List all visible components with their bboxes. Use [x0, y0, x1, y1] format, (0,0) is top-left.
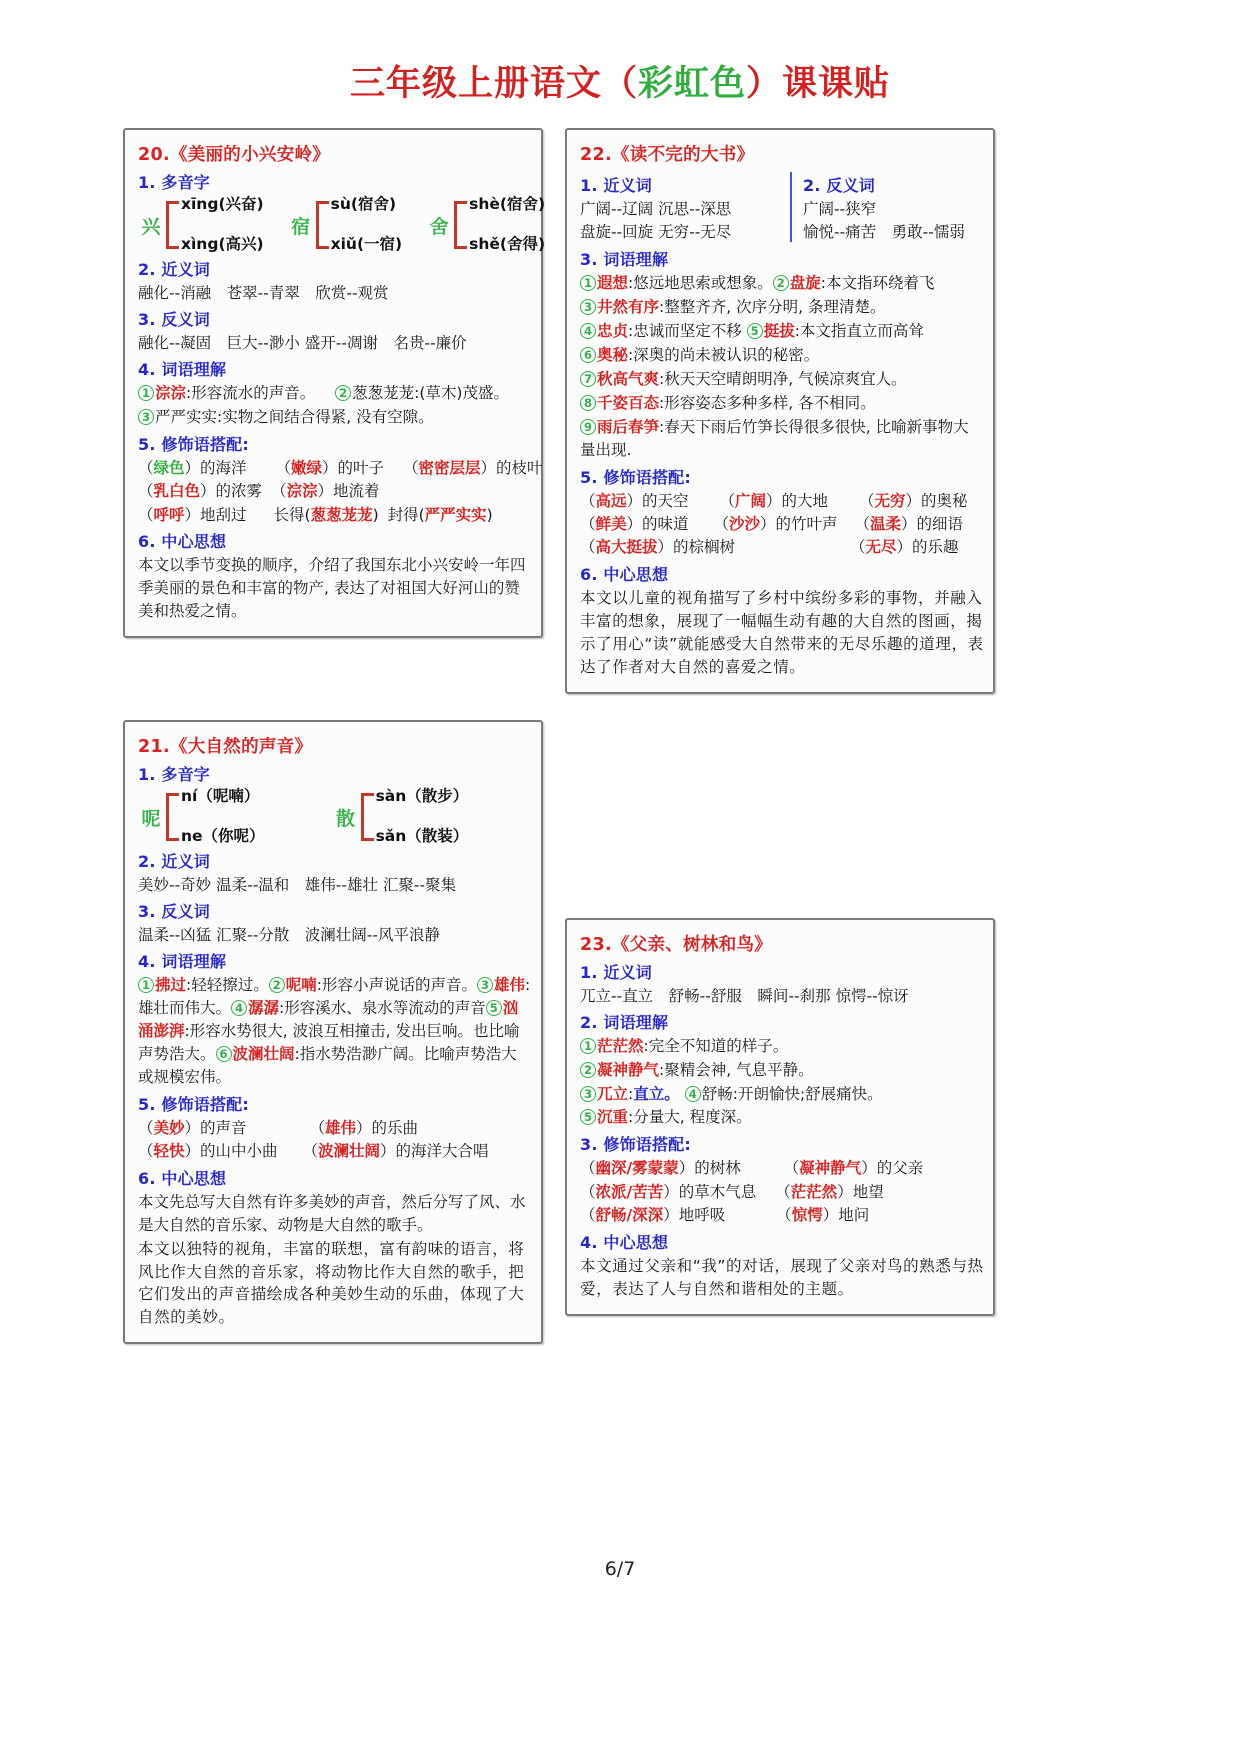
polyphone-char: 散	[336, 807, 356, 830]
polyphone-reading: ní（呢喃）	[181, 787, 260, 806]
polyphone-readings	[179, 788, 265, 846]
modifier-row: （乳白色）的浓雾 （淙淙）地流着	[138, 482, 380, 501]
section-heading-main-idea: 4. 中心思想	[580, 1232, 669, 1252]
synonyms-line: 广阔--辽阔 沉思--深思	[580, 200, 732, 218]
section-heading-polyphone: 1. 多音字	[138, 765, 210, 785]
polyphone-group	[136, 196, 264, 254]
modifier-word: 凝神静气	[799, 1159, 862, 1178]
word-definition: :整整齐齐, 次序分明, 条理清楚。	[659, 297, 886, 316]
word-definition: :本文指直立而高耸	[794, 321, 924, 340]
modifier-tail: 地问	[838, 1206, 870, 1225]
word-term: 茫茫然	[597, 1036, 644, 1055]
word-term: 盘旋	[789, 274, 821, 292]
modifier-word: 雄伟	[325, 1118, 357, 1137]
column-divider	[790, 172, 792, 242]
word-term: 拂过	[155, 976, 187, 995]
word-definition: :形容溪水、泉水等流动的声音	[279, 999, 486, 1018]
item-number-icon: 4	[685, 1086, 701, 1102]
modifier-row: （高大挺拔）的棕榈树 （无尽）的乐趣	[580, 538, 959, 557]
polyphone-reading: shě(舍得)	[469, 235, 546, 254]
word-definition: :悠远地思索或想象。	[628, 274, 773, 292]
modifier-tail: 的味道	[642, 514, 689, 533]
right-column	[565, 128, 995, 1316]
section-heading-antonyms: 3. 反义词	[138, 310, 210, 329]
synonyms-column	[578, 170, 790, 244]
bracket-icon	[454, 201, 467, 249]
word-meaning-list	[580, 1083, 984, 1106]
synonym-antonym-block	[578, 170, 984, 244]
word-term: 雨后春笋	[597, 417, 660, 436]
word-term: 呢喃	[285, 976, 317, 995]
word-term: 奥秘	[597, 345, 629, 364]
modifier-tail: 地呼吸	[678, 1206, 726, 1225]
modifier-word: 密密层层	[418, 458, 481, 477]
modifier-tail: 的声音	[200, 1118, 247, 1137]
modifier-tail: 的父亲	[876, 1159, 924, 1178]
modifier-word: 波澜壮阔	[318, 1142, 381, 1161]
word-definition: :秋天天空晴朗明净, 气候凉爽宜人。	[659, 369, 907, 388]
word-meaning-list	[580, 392, 984, 415]
modifier-tail: 地流着	[333, 482, 380, 501]
modifier-word: 淙淙	[286, 482, 318, 501]
word-term: 沉重	[597, 1108, 629, 1127]
section-heading-synonyms: 1. 近义词	[580, 176, 652, 195]
modifier-tail: 的浓雾	[215, 482, 263, 501]
modifier-word: 高远	[595, 491, 627, 510]
word-term: 千姿百态	[597, 393, 660, 412]
modifier-tail: 的大地	[781, 491, 829, 510]
word-definition-emphasis: 直立。	[633, 1084, 680, 1103]
item-number-icon: 3	[138, 409, 154, 425]
item-number-icon: 1	[580, 1038, 596, 1054]
word-definition: :深奥的尚未被认识的秘密。	[628, 345, 820, 364]
word-term: 挺拔	[763, 321, 795, 340]
cards-container	[123, 128, 1117, 1344]
antonyms-line: 愉悦--痛苦 勇敢--懦弱	[803, 223, 965, 241]
modifier-row: （轻快）的山中小曲 （波澜壮阔）的海洋大合唱	[138, 1142, 489, 1161]
section-heading-synonyms: 1. 近义词	[580, 962, 652, 982]
page-title-part2: ）课课贴	[746, 64, 891, 104]
item-number-icon: 1	[138, 977, 154, 993]
section-heading-modifiers: 5. 修饰语搭配:	[138, 1094, 249, 1114]
word-definition: :春天下雨后竹笋长得很多很快, 比喻新事物大量出现.	[580, 417, 969, 459]
section-heading-word-meaning: 4. 词语理解	[138, 360, 227, 379]
section-heading-synonyms: 2. 近义词	[138, 260, 210, 279]
modifier-word: 嫩绿	[291, 458, 323, 477]
main-idea-text: 本文通过父亲和“我”的对话，展现了父亲对鸟的熟悉与热爱，表达了人与自然和谐相处的主题。	[580, 1256, 984, 1298]
modifier-word: 惊愕	[791, 1206, 823, 1225]
word-meaning-list	[138, 382, 532, 405]
modifier-word: 严严实实	[424, 505, 487, 524]
item-number-icon: 1	[138, 385, 154, 401]
modifier-word: 鲜美	[595, 514, 627, 533]
lesson-card-23	[565, 918, 995, 1316]
synonyms-line: 盘旋--回旋 无穷--无尽	[580, 223, 732, 241]
modifier-tail: 的天空	[642, 491, 689, 510]
modifier-suffix: )	[486, 505, 493, 524]
word-definition: :本文指环绕着飞	[820, 274, 935, 292]
modifier-prefix: 长得(	[273, 505, 311, 524]
antonyms-line: 温柔--凶猛 汇聚--分散 波澜壮阔--风平浪静	[138, 926, 440, 945]
item-number-icon: 6	[216, 1046, 232, 1062]
item-number-icon: 2	[580, 1062, 596, 1078]
bracket-icon	[166, 201, 179, 249]
word-term: 汹涌澎湃	[138, 999, 519, 1040]
word-definition: :忠诚而坚定不移	[628, 321, 742, 340]
item-number-icon: 8	[580, 395, 596, 411]
page-title-part1: 三年级上册语文（	[349, 64, 638, 104]
word-definition: :开朗愉快;舒展痛快。	[732, 1084, 883, 1103]
modifier-suffix: )	[372, 505, 379, 524]
word-definition: :(草木)茂盛。	[414, 384, 509, 402]
modifier-row: （浓派/苦苦）的草木气息 （茫茫然）地望	[580, 1182, 884, 1201]
word-definition: :形容水势很大, 波浪互相撞击, 发出巨响。也比喻声势浩大。	[138, 1021, 520, 1063]
word-term: 波澜壮阔	[232, 1044, 295, 1063]
word-term: 淙淙	[155, 384, 187, 402]
polyphone-reading: sàn（散步）	[375, 787, 469, 806]
item-number-icon: 3	[477, 977, 493, 993]
word-term: 兀立	[597, 1084, 629, 1103]
main-idea-text: 本文以儿童的视角描写了乡村中缤纷多彩的事物，并融入丰富的想象，展现了一幅幅生动有趣的大自然的图画，揭示了用心“读”就能感受大自然带来的无尽乐趣的道理，表达了作者对大自然的喜爱之情。	[580, 588, 984, 676]
modifier-word: 美妙	[153, 1118, 185, 1137]
word-term: 凝神静气	[597, 1060, 660, 1079]
synonyms-line: 兀立--直立 舒畅--舒服 瞬间--刹那 惊愕--惊讶	[580, 986, 909, 1005]
polyphone-reading: xìng(高兴)	[181, 235, 264, 254]
word-definition: :完全不知道的样子。	[643, 1036, 789, 1055]
antonyms-line: 融化--凝固 巨大--渺小 盛开--凋谢 名贵--廉价	[138, 334, 467, 352]
polyphone-readings	[329, 196, 403, 254]
word-definition: :分量大, 程度深。	[628, 1108, 752, 1127]
item-number-icon: 4	[231, 1000, 247, 1016]
word-term: 雄伟	[494, 976, 526, 995]
word-term: 井然有序	[597, 297, 660, 316]
section-heading-word-meaning: 2. 词语理解	[580, 1012, 669, 1032]
page-number: 6/7	[604, 1558, 636, 1580]
modifier-tail: 地望	[852, 1182, 884, 1201]
antonyms-column	[801, 170, 984, 244]
modifier-word: 沙沙	[729, 514, 761, 533]
modifier-row: （绿色）的海洋 （嫩绿）的叶子 （密密层层）的枝叶	[138, 458, 543, 477]
modifier-word: 温柔	[870, 514, 902, 533]
word-term: 葱葱茏茏	[352, 384, 415, 402]
modifier-tail: 的草木气息	[678, 1182, 757, 1201]
section-heading-modifiers: 5. 修饰语搭配:	[580, 467, 691, 487]
section-heading-word-meaning: 4. 词语理解	[138, 952, 227, 972]
modifier-word: 浓派/苦苦	[595, 1182, 664, 1201]
word-term: 秋高气爽	[597, 369, 660, 388]
modifier-word: 无尽	[865, 538, 897, 557]
polyphone-char: 兴	[141, 215, 161, 238]
lesson-title: 22.《读不完的大书》	[580, 145, 755, 165]
word-definition: :雄壮而伟大。	[138, 976, 531, 1018]
section-heading-antonyms: 2. 反义词	[803, 176, 875, 195]
modifier-tail: 的棕榈树	[673, 538, 736, 557]
modifier-tail: 的山中小曲	[200, 1142, 278, 1161]
word-meaning-list	[580, 296, 984, 319]
lesson-card-22	[565, 128, 995, 694]
item-number-icon: 4	[580, 323, 596, 339]
word-definition: :形容小声说话的声音。	[316, 976, 477, 995]
modifier-tail: 的乐趣	[912, 538, 959, 557]
word-meaning-list	[580, 368, 984, 391]
item-number-icon: 2	[335, 385, 351, 401]
section-heading-polyphone: 1. 多音字	[138, 173, 210, 192]
main-idea-text-extra: 本文以独特的视角，丰富的联想，富有韵味的语言，将风比作大自然的音乐家，将动物比作大自然的歌手，把它们发出的声音描绘成各种美妙生动的乐曲，体现了大自然的美妙。	[138, 1239, 525, 1327]
section-heading-modifiers: 5. 修饰语搭配:	[138, 434, 249, 454]
left-column	[123, 128, 546, 1344]
word-term: 遐想	[597, 274, 629, 292]
lesson-card-21	[123, 720, 543, 1344]
modifier-tail: 的奥秘	[921, 491, 968, 510]
word-definition: :形容姿态多种多样, 各不相同。	[659, 393, 876, 412]
word-term: 舒畅	[701, 1084, 733, 1103]
modifier-row: （呼呼）地刮过 长得(葱葱茏茏) 封得(严严实实)	[138, 505, 493, 524]
main-idea-text: 本文先总写大自然有许多美妙的声音，然后分写了风、水是大自然的音乐家、动物是大自然的歌手。	[138, 1192, 526, 1234]
bracket-icon	[316, 201, 329, 249]
polyphone-readings	[467, 196, 545, 254]
polyphone-reading: shè(宿舍)	[469, 195, 546, 213]
modifier-word: 无穷	[874, 491, 906, 510]
polyphone-reading: sù(宿舍)	[330, 195, 397, 213]
word-meaning-list	[580, 320, 984, 343]
synonyms-line: 融化--消融 苍翠--青翠 欣赏--观赏	[138, 284, 389, 302]
bracket-icon	[166, 793, 179, 841]
item-number-icon: 6	[580, 347, 596, 363]
section-heading-modifiers: 3. 修饰语搭配:	[580, 1135, 691, 1155]
modifier-word: 广阔	[735, 491, 767, 510]
section-heading-main-idea: 6. 中心思想	[138, 1168, 227, 1188]
page-title-highlight: 彩虹色	[637, 64, 746, 104]
synonyms-line: 美妙--奇妙 温柔--温和 雄伟--雄壮 汇聚--聚集	[138, 876, 457, 895]
main-idea-text: 本文以季节变换的顺序，介绍了我国东北小兴安岭一年四季美丽的景色和丰富的物产, 表达了对祖国大好河山的赞美和热爱之情。	[138, 556, 526, 621]
section-heading-synonyms: 2. 近义词	[138, 852, 210, 872]
word-definition: :指水势浩渺广阔。比喻声势浩大或规模宏伟。	[138, 1044, 517, 1086]
modifier-word: 茫茫然	[790, 1182, 838, 1201]
page-title	[0, 0, 1240, 106]
modifier-word: 幽深/雾蒙蒙	[595, 1159, 679, 1178]
word-definition: :形容流水的声音。	[186, 384, 316, 402]
item-number-icon: 1	[580, 275, 596, 291]
polyphone-group	[136, 788, 265, 846]
modifier-word: 高大挺拔	[595, 538, 658, 557]
word-meaning-list	[138, 406, 532, 429]
word-term: 严严实实	[155, 407, 218, 426]
modifier-tail: 的海洋	[200, 458, 247, 477]
polyphone-reading: ne（你呢）	[181, 827, 265, 846]
modifier-tail: 的乐曲	[371, 1118, 419, 1137]
modifier-tail: 的海洋大合唱	[395, 1142, 489, 1161]
polyphone-readings	[179, 196, 264, 254]
lesson-card-20	[123, 128, 546, 638]
modifier-tail: 的细语	[916, 514, 964, 533]
modifier-word: 乳白色	[153, 482, 201, 501]
word-meaning-list	[138, 974, 532, 1089]
section-heading-word-meaning: 3. 词语理解	[580, 250, 669, 269]
polyphone-group	[286, 196, 403, 254]
section-heading-antonyms: 3. 反义词	[138, 902, 210, 922]
word-definition: :	[628, 1084, 634, 1103]
polyphone-group	[424, 196, 545, 254]
word-meaning-list	[580, 344, 984, 367]
item-number-icon: 3	[580, 1086, 596, 1102]
modifier-word: 呼呼	[153, 505, 185, 524]
item-number-icon: 2	[269, 977, 285, 993]
polyphone-char: 呢	[141, 807, 161, 830]
polyphone-reading: sǎn（散装）	[375, 827, 469, 846]
modifier-row: （美妙）的声音 （雄伟）的乐曲	[138, 1118, 419, 1137]
item-number-icon: 5	[486, 1000, 502, 1016]
section-heading-main-idea: 6. 中心思想	[138, 532, 227, 552]
item-number-icon: 9	[580, 419, 596, 435]
modifier-word: 轻快	[153, 1142, 185, 1161]
word-term: 忠贞	[597, 321, 629, 340]
lesson-title: 21.《大自然的声音》	[138, 737, 313, 758]
polyphone-group	[331, 788, 469, 846]
section-heading-main-idea: 6. 中心思想	[580, 564, 669, 584]
lesson-title: 23.《父亲、树林和鸟》	[580, 934, 773, 955]
word-term: 潺潺	[248, 999, 280, 1018]
polyphone-char: 宿	[291, 215, 311, 238]
word-meaning-list	[580, 1035, 984, 1058]
item-number-icon: 5	[580, 1109, 596, 1125]
modifier-row: （高远）的天空 （广阔）的大地 （无穷）的奥秘	[580, 491, 968, 510]
word-meaning-list	[580, 416, 984, 462]
polyphone-reading: xiǔ(一宿)	[330, 235, 403, 254]
word-definition: :实物之间结合得紧, 没有空隙。	[217, 407, 434, 426]
modifier-tail: 的树林	[694, 1159, 741, 1178]
word-definition: :轻轻擦过。	[186, 976, 269, 995]
word-meaning-list	[580, 1106, 984, 1129]
modifier-tail: 的竹叶声	[775, 514, 838, 533]
bracket-icon	[361, 793, 374, 841]
word-definition: :聚精会神, 气息平静。	[659, 1060, 814, 1079]
modifier-tail: 地刮过	[200, 505, 247, 524]
polyphone-char: 舍	[429, 215, 449, 238]
item-number-icon: 7	[580, 371, 596, 387]
modifier-word: 绿色	[153, 458, 185, 477]
polyphone-readings	[374, 788, 469, 846]
modifier-word: 葱葱茏茏	[310, 505, 373, 524]
modifier-row: （舒畅/深深）地呼吸 （惊愕）地问	[580, 1206, 870, 1225]
antonyms-line: 广阔--狭窄	[803, 200, 877, 218]
modifier-tail: 的叶子	[337, 458, 385, 477]
item-number-icon: 2	[773, 275, 789, 291]
item-number-icon: 3	[580, 299, 596, 315]
lesson-title: 20.《美丽的小兴安岭》	[138, 145, 331, 165]
modifier-row: （幽深/雾蒙蒙）的树林 （凝神静气）的父亲	[580, 1159, 924, 1178]
item-number-icon: 5	[747, 323, 763, 339]
modifier-row: （鲜美）的味道 （沙沙）的竹叶声 （温柔）的细语	[580, 514, 964, 533]
modifier-tail: 的枝叶	[496, 458, 543, 477]
polyphone-diagram	[136, 788, 532, 846]
modifier-prefix: 封得(	[387, 505, 425, 524]
polyphone-reading: xīng(兴奋)	[181, 195, 264, 213]
word-meaning-list	[580, 272, 984, 295]
polyphone-diagram	[136, 195, 546, 254]
word-meaning-list	[580, 1059, 984, 1082]
modifier-word: 舒畅/深深	[595, 1206, 664, 1225]
